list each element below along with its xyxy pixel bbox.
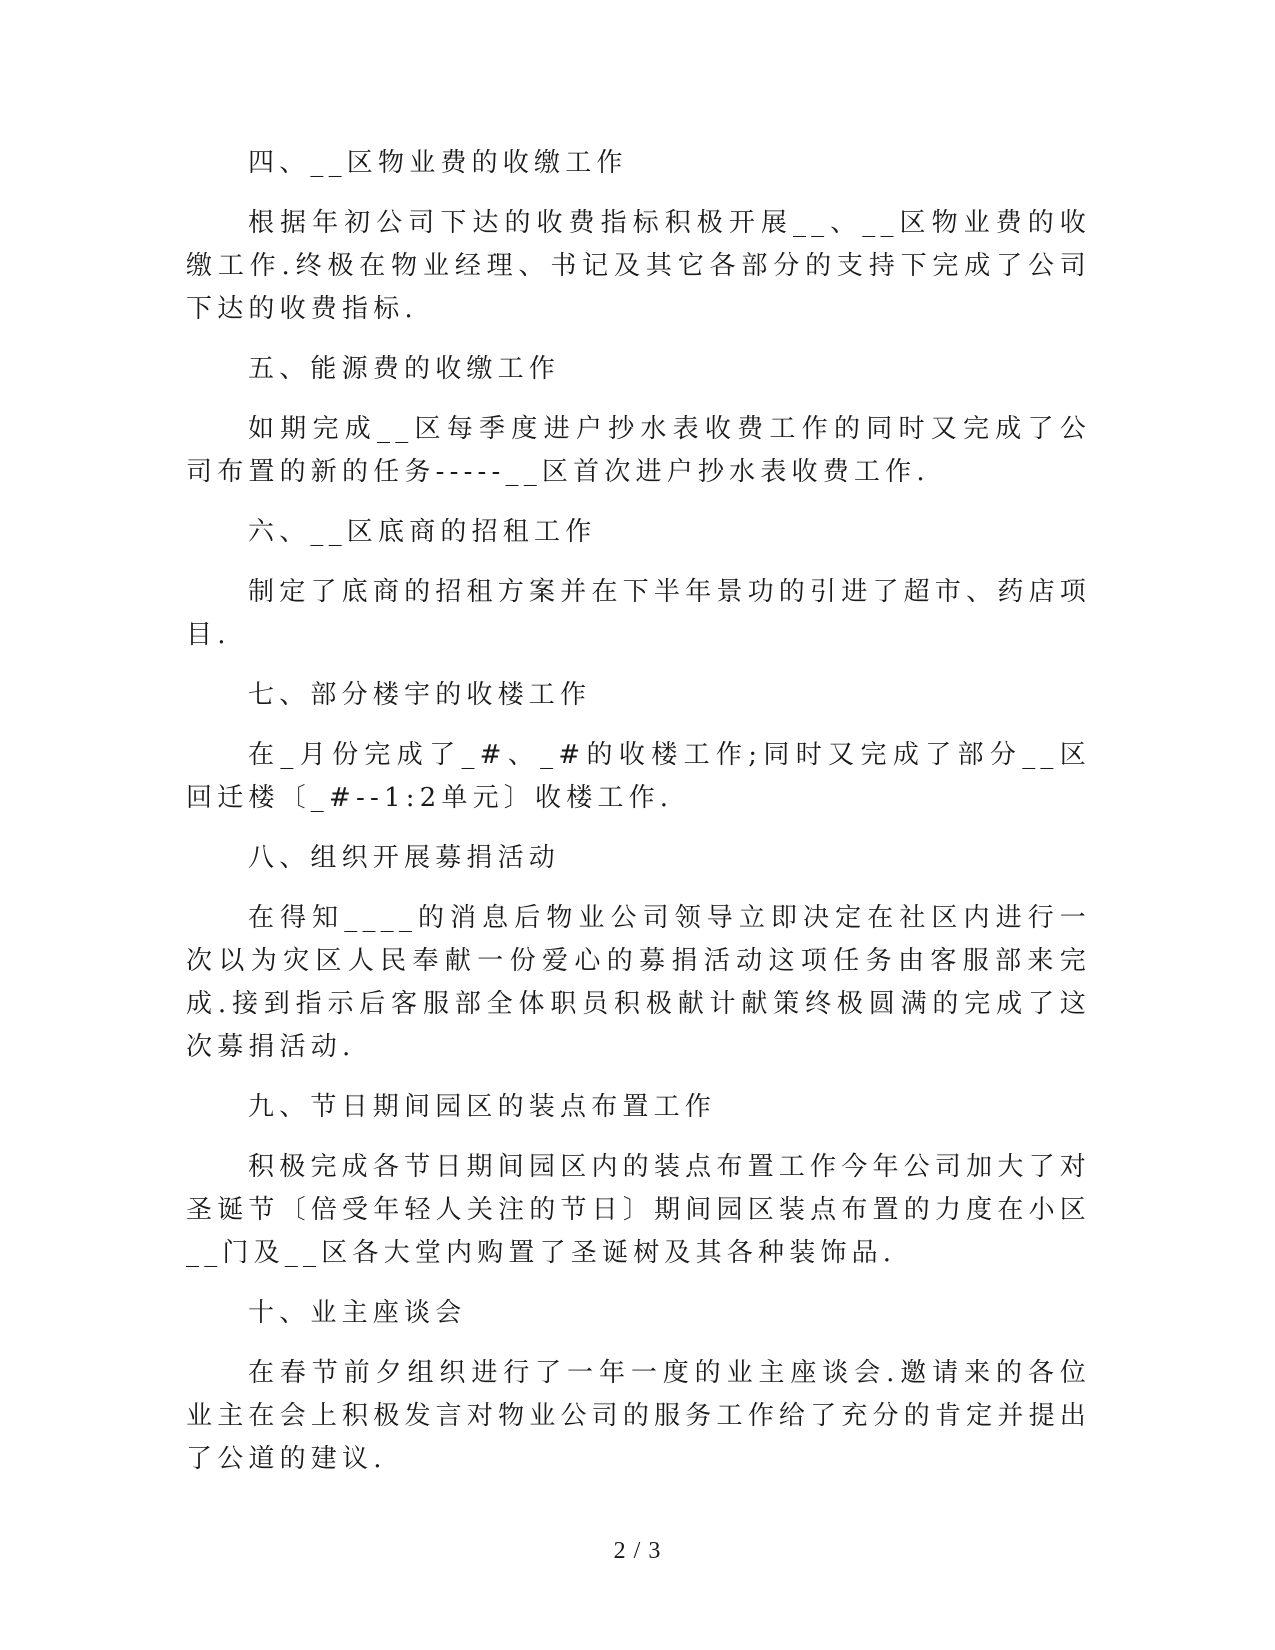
section-7-heading: 七、部分楼宇的收楼工作 xyxy=(248,680,592,710)
section-10-body: 在春节前夕组织进行了一年一度的业主座谈会.邀请来的各位业主在会上积极发言对物业公司的服务工作给了充分的肯定并提出了公道的建议. xyxy=(186,1358,1091,1474)
section-8-heading: 八、组织开展募捐活动 xyxy=(248,843,561,873)
section-6-heading: 六、__区底商的招租工作 xyxy=(248,517,597,547)
section-6-body: 制定了底商的招租方案并在下半年景功的引进了超市、药店项目. xyxy=(186,577,1091,650)
section-5-body: 如期完成__区每季度进户抄水表收费工作的同时又完成了公司布置的新的任务-----__区首次进户抄水表收费工作. xyxy=(186,414,1091,487)
page-number: 2 / 3 xyxy=(613,1538,662,1564)
section-9-heading: 九、节日期间园区的装点布置工作 xyxy=(248,1092,717,1122)
section-10-heading: 十、业主座谈会 xyxy=(248,1298,467,1328)
section-5-heading: 五、能源费的收缴工作 xyxy=(248,354,561,384)
section-4-body: 根据年初公司下达的收费指标积极开展__、__区物业费的收缴工作.终极在物业经理、书记及其它各部分的支持下完成了公司下达的收费指标. xyxy=(186,208,1091,324)
section-7-body: 在_月份完成了_#、_#的收楼工作;同时又完成了部分__区回迁楼〔_#--1:2单元〕收楼工作. xyxy=(186,740,1091,813)
section-9-body: 积极完成各节日期间园区内的装点布置工作今年公司加大了对圣诞节〔倍受年轻人关注的节日〕期间园区装点布置的力度在小区__门及__区各大堂内购置了圣诞树及其各种装饰品. xyxy=(186,1152,1091,1268)
section-4-heading: 四、__区物业费的收缴工作 xyxy=(248,148,628,178)
section-8-body: 在得知____的消息后物业公司领导立即决定在社区内进行一次以为灾区人民奉献一份爱心的募捐活动这项任务由客服部来完成.接到指示后客服部全体职员积极献计献策终极圆满的完成了这次募捐活动. xyxy=(186,903,1091,1062)
document-page xyxy=(186,142,1091,1498)
